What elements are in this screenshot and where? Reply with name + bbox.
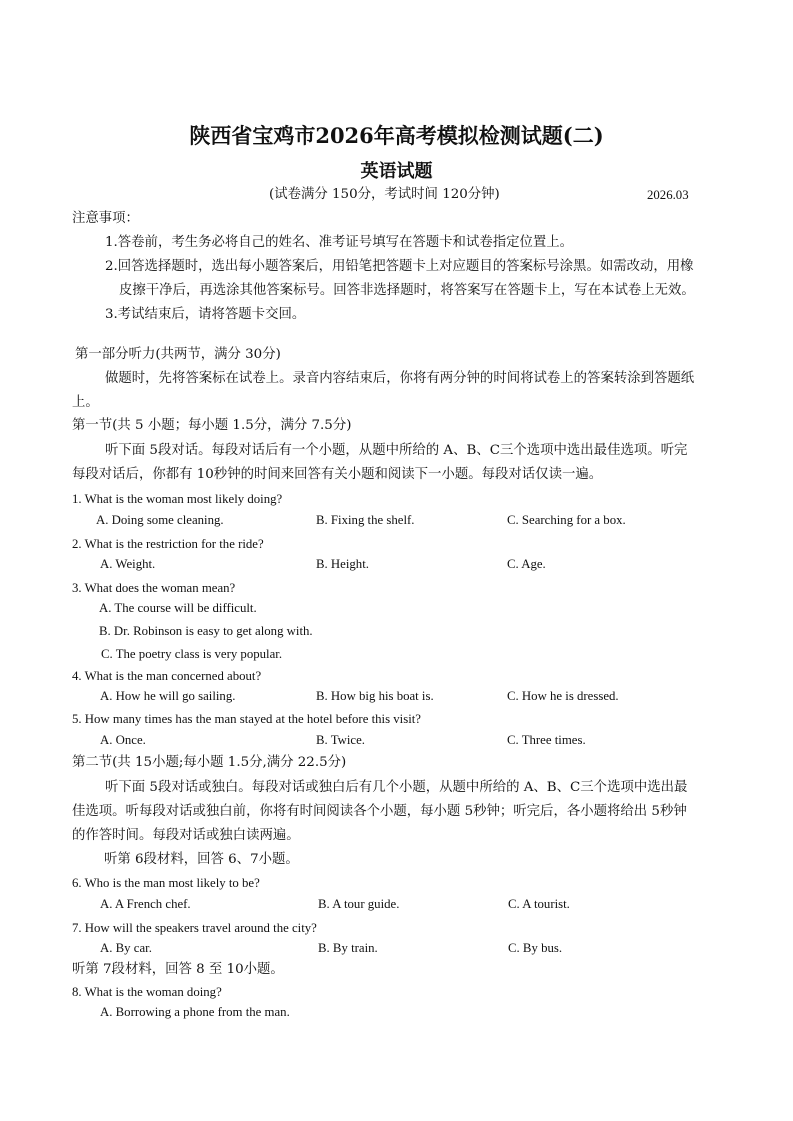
option-c: C. A tourist. xyxy=(508,897,570,911)
option-b: B. By train. xyxy=(318,941,378,955)
option-c: C. The poetry class is very popular. xyxy=(101,647,283,661)
option-c: C. Searching for a box. xyxy=(507,513,626,527)
exam-date: 2026.03 xyxy=(647,188,689,202)
option-a: A. By car. xyxy=(100,941,152,955)
option-c: C. By bus. xyxy=(508,941,563,955)
option-a: A. Doing some cleaning. xyxy=(96,513,224,527)
section2-instructions: 佳选项。听每段对话或独白前，你将有时间阅读各个小题，每小题 5秒钟；听完后，各小题将给出 5秒钟 xyxy=(72,804,687,819)
option-a: A. Once. xyxy=(100,733,146,747)
option-c: C. Three times. xyxy=(507,733,586,747)
option-a: A. The course will be difficult. xyxy=(99,601,257,615)
option-b: B. A tour guide. xyxy=(318,897,400,911)
option-b: B. How big his boat is. xyxy=(316,689,434,703)
question-text: 7. How will the speakers travel around the city? xyxy=(72,921,317,935)
question-text: 5. How many times has the man stayed at the hotel before this visit? xyxy=(72,712,421,726)
exam-info: (试卷满分 150分，考试时间 120分钟) xyxy=(269,187,500,202)
section2-instructions: 的作答时间。每段对话或独白读两遍。 xyxy=(72,828,300,843)
option-b: B. Height. xyxy=(316,557,369,571)
option-a: A. How he will go sailing. xyxy=(100,689,236,703)
exam-subject: 英语试题 xyxy=(360,161,433,182)
notice-heading: 注意事项： xyxy=(72,211,139,226)
section2-instructions: 听下面 5段对话或独白。每段对话或独白后有几个小题，从题中所给的 A、B、C三个选项中选出最 xyxy=(105,780,688,795)
option-a: A. Weight. xyxy=(100,557,156,571)
section1-instructions: 每段对话后，你都有 10秒钟的时间来回答有关小题和阅读下一小题。每段对话仅读一遍。 xyxy=(72,467,603,482)
question-text: 6. Who is the man most likely to be? xyxy=(72,876,260,890)
notice-item: 2.回答选择题时，选出每小题答案后，用铅笔把答题卡上对应题目的答案标号涂黑。如需改动，用橡 xyxy=(105,259,694,274)
question-text: 8. What is the woman doing? xyxy=(72,985,222,999)
option-b: B. Dr. Robinson is easy to get along with. xyxy=(99,624,313,638)
option-b: B. Fixing the shelf. xyxy=(316,513,415,527)
section1-heading: 第一节(共 5 小题；每小题 1.5分，满分 7.5分) xyxy=(72,418,352,433)
question-text: 1. What is the woman most likely doing? xyxy=(72,492,283,506)
part1-heading: 第一部分听力(共两节，满分 30分) xyxy=(75,347,281,362)
notice-item: 1.答卷前，考生务必将自己的姓名、准考证号填写在答题卡和试卷指定位置上。 xyxy=(105,235,574,250)
part1-instructions: 上。 xyxy=(72,395,99,410)
part1-instructions: 做题时，先将答案标在试卷上。录音内容结束后，你将有两分钟的时间将试卷上的答案转涂到答题纸 xyxy=(105,371,695,386)
option-c: C. Age. xyxy=(507,557,546,571)
exam-title: 陕西省宝鸡市2026年高考模拟检测试题(二) xyxy=(189,123,604,148)
option-c: C. How he is dressed. xyxy=(507,689,619,703)
option-a: A. A French chef. xyxy=(100,897,191,911)
material-intro: 听第 7段材料，回答 8 至 10小题。 xyxy=(72,962,284,977)
option-b: B. Twice. xyxy=(316,733,365,747)
option-a: A. Borrowing a phone from the man. xyxy=(100,1005,290,1019)
notice-item: 3.考试结束后，请将答题卡交回。 xyxy=(105,307,306,322)
question-text: 3. What does the woman mean? xyxy=(72,581,236,595)
section1-instructions: 听下面 5段对话。每段对话后有一个小题，从题中所给的 A、B、C三个选项中选出最佳选项。听完 xyxy=(105,443,688,458)
question-text: 4. What is the man concerned about? xyxy=(72,669,262,683)
section2-heading: 第二节(共 15小题;每小题 1.5分,满分 22.5分) xyxy=(72,755,347,770)
notice-item: 皮擦干净后，再选涂其他答案标号。回答非选择题时，将答案写在答题卡上，写在本试卷上无效。 xyxy=(119,283,695,298)
question-text: 2. What is the restriction for the ride? xyxy=(72,537,264,551)
material-intro: 听第 6段材料，回答 6、7小题。 xyxy=(104,852,299,867)
